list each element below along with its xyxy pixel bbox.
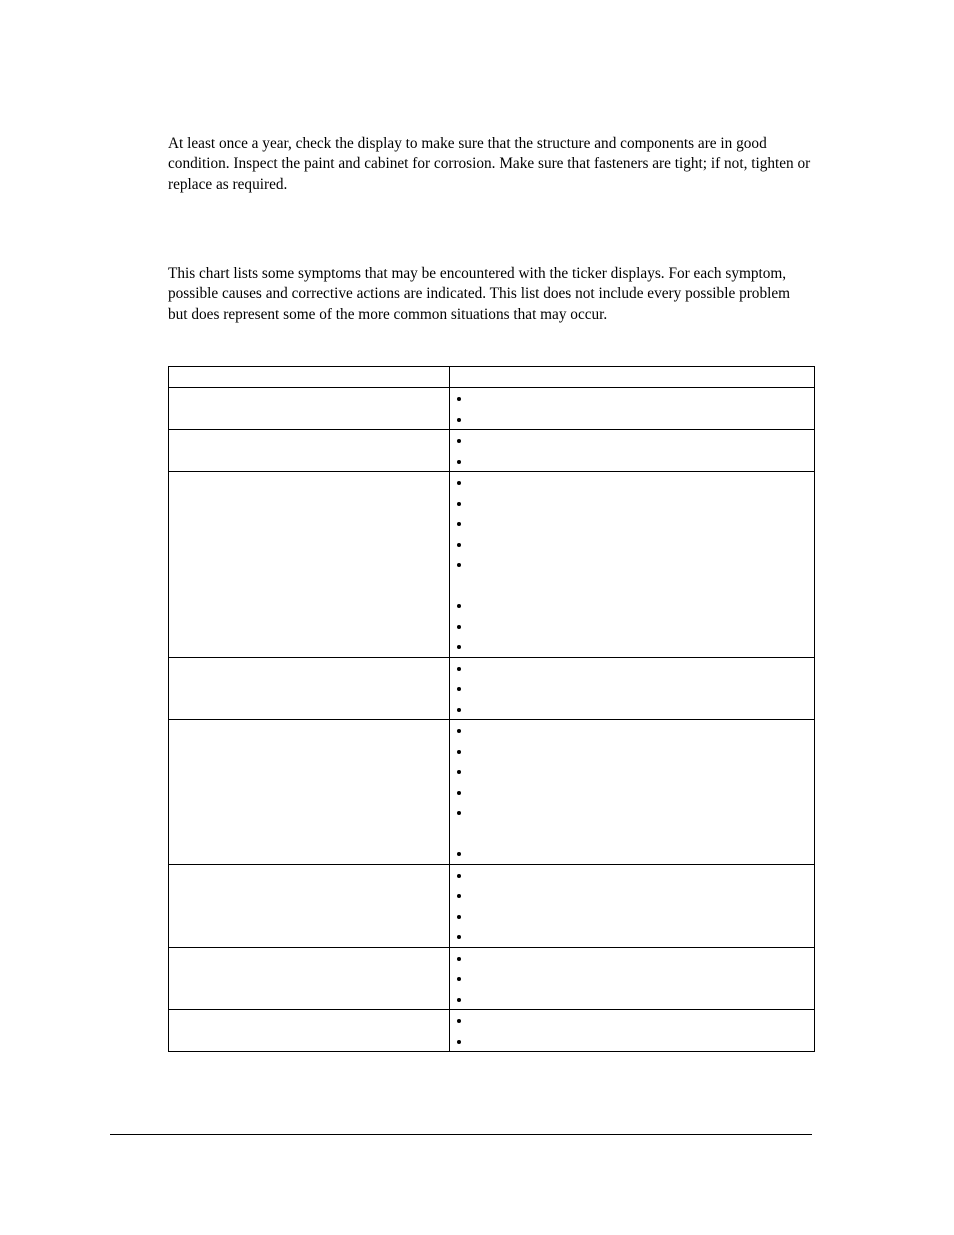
symptom-cell xyxy=(169,657,450,720)
list-item xyxy=(450,906,814,927)
table-row xyxy=(169,864,815,947)
symptom-cell xyxy=(169,388,450,430)
list-item xyxy=(450,1010,814,1031)
action-cell xyxy=(450,472,815,658)
list-item xyxy=(450,388,814,409)
chart-intro-paragraph: This chart lists some symptoms that may be encountered with the ticker displays. For each symptom, possible causes and corrective actions are indicated. This list does not include every possible problem but does represent some of the more common situations that may occur. xyxy=(168,265,791,323)
list-item xyxy=(450,885,814,906)
list-item xyxy=(450,493,814,514)
list-item xyxy=(450,782,814,803)
list-item xyxy=(450,926,814,947)
bullet-icon xyxy=(457,397,461,401)
bullet-icon xyxy=(457,957,461,961)
troubleshooting-table xyxy=(168,366,815,1052)
table-row xyxy=(169,657,815,720)
bullet-icon xyxy=(457,708,461,712)
footer-divider xyxy=(110,1134,812,1135)
bullet-icon xyxy=(457,1040,461,1044)
bullet-icon xyxy=(457,667,461,671)
bullet-icon xyxy=(457,522,461,526)
list-item xyxy=(450,430,814,451)
table-row xyxy=(169,947,815,1010)
action-list xyxy=(450,865,814,947)
action-cell xyxy=(450,1010,815,1052)
symptom-cell xyxy=(169,720,450,865)
list-item xyxy=(450,968,814,989)
table-row xyxy=(169,388,815,430)
symptom-cell xyxy=(169,864,450,947)
table-row xyxy=(169,430,815,472)
list-item xyxy=(450,1031,814,1052)
list-item xyxy=(450,595,814,616)
list-item xyxy=(450,513,814,534)
bullet-icon xyxy=(457,460,461,464)
symptom-cell xyxy=(169,430,450,472)
symptom-cell xyxy=(169,947,450,1010)
action-cell xyxy=(450,947,815,1010)
bullet-icon xyxy=(457,563,461,567)
action-list xyxy=(450,388,814,429)
list-item xyxy=(450,451,814,472)
bullet-icon xyxy=(457,811,461,815)
bullet-icon xyxy=(457,750,461,754)
table-row xyxy=(169,1010,815,1052)
list-item xyxy=(450,865,814,886)
action-list xyxy=(450,430,814,471)
list-item xyxy=(450,741,814,762)
bullet-icon xyxy=(457,977,461,981)
bullet-icon xyxy=(457,1019,461,1023)
bullet-icon xyxy=(457,915,461,919)
list-item xyxy=(450,554,814,595)
table-row xyxy=(169,720,815,865)
bullet-icon xyxy=(457,418,461,422)
bullet-icon xyxy=(457,770,461,774)
action-cell xyxy=(450,720,815,865)
bullet-icon xyxy=(457,543,461,547)
bullet-icon xyxy=(457,439,461,443)
list-item xyxy=(450,678,814,699)
bullet-icon xyxy=(457,894,461,898)
bullet-icon xyxy=(457,729,461,733)
list-item xyxy=(450,658,814,679)
inspection-paragraph: At least once a year, check the display to make sure that the structure and components are in good condition. Inspect the paint and cabinet for corrosion. Make sure that fasteners are tight; if not, tighten or replace as required. xyxy=(168,135,811,193)
bullet-icon xyxy=(457,645,461,649)
list-item xyxy=(450,761,814,782)
symptom-column-header xyxy=(169,367,450,388)
list-item xyxy=(450,843,814,864)
action-column-header xyxy=(450,367,815,388)
list-item xyxy=(450,699,814,720)
bullet-icon xyxy=(457,791,461,795)
action-list xyxy=(450,658,814,720)
action-cell xyxy=(450,388,815,430)
action-cell xyxy=(450,657,815,720)
table-row xyxy=(169,472,815,658)
table-header-row xyxy=(169,367,815,388)
bullet-icon xyxy=(457,687,461,691)
list-item xyxy=(450,409,814,430)
list-item xyxy=(450,989,814,1010)
list-item xyxy=(450,636,814,657)
list-item xyxy=(450,720,814,741)
bullet-icon xyxy=(457,604,461,608)
list-item xyxy=(450,534,814,555)
list-item xyxy=(450,472,814,493)
action-list xyxy=(450,720,814,864)
symptom-cell xyxy=(169,472,450,658)
list-item xyxy=(450,616,814,637)
action-cell xyxy=(450,430,815,472)
bullet-icon xyxy=(457,481,461,485)
action-list xyxy=(450,472,814,657)
bullet-icon xyxy=(457,625,461,629)
bullet-icon xyxy=(457,935,461,939)
bullet-icon xyxy=(457,874,461,878)
bullet-icon xyxy=(457,852,461,856)
action-list xyxy=(450,948,814,1010)
list-item xyxy=(450,802,814,843)
list-item xyxy=(450,948,814,969)
bullet-icon xyxy=(457,502,461,506)
bullet-icon xyxy=(457,998,461,1002)
action-cell xyxy=(450,864,815,947)
symptom-cell xyxy=(169,1010,450,1052)
action-list xyxy=(450,1010,814,1051)
